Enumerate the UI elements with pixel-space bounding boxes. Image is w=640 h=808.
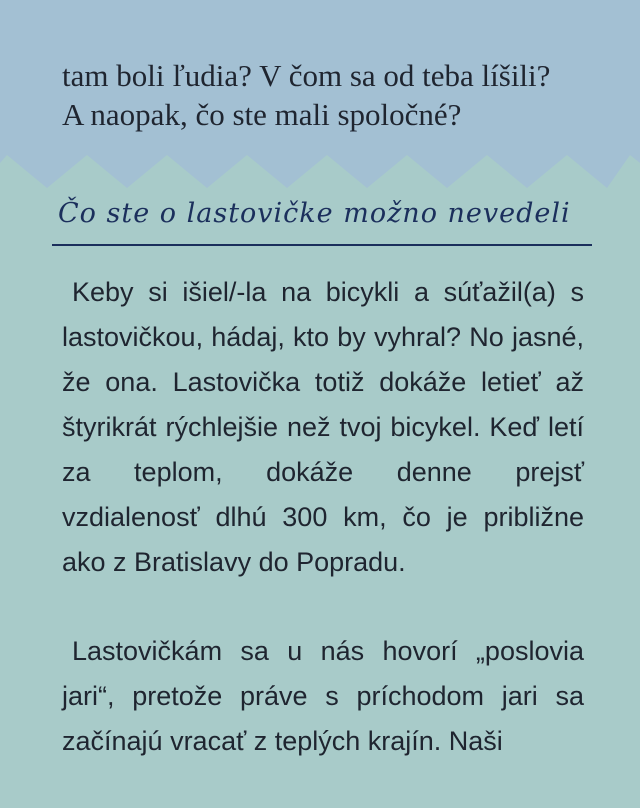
top-text-line-2: A naopak, čo ste mali spoločné?: [62, 97, 462, 132]
top-text-line-1: tam boli ľudia? V čom sa od teba líšili?: [62, 58, 551, 93]
section-heading: Čo ste o lastovičke možno nevedeli: [58, 198, 571, 229]
paragraph-2: Lastovičkám sa u nás hovorí „poslovia jari“, pretože práve s príchodom jari sa začínajú vracať z teplých krajín. Naši: [62, 636, 584, 756]
heading-underline: [52, 244, 592, 246]
paragraph-1: Keby si išiel/-la na bicykli a súťažil(a) s lastovičkou, hádaj, kto by vyhral? No jasné, že ona. Lastovička totiž dokáže letieť až štyrikrát rýchlejšie než tvoj bicykel. Keď letí za teplom, dokáže denne prejsť vzdialenosť dlhú 300 km, čo je približne ako z Bratislavy do Popradu.: [62, 277, 584, 577]
article-body: [62, 270, 584, 808]
previous-page-text: [62, 56, 602, 134]
